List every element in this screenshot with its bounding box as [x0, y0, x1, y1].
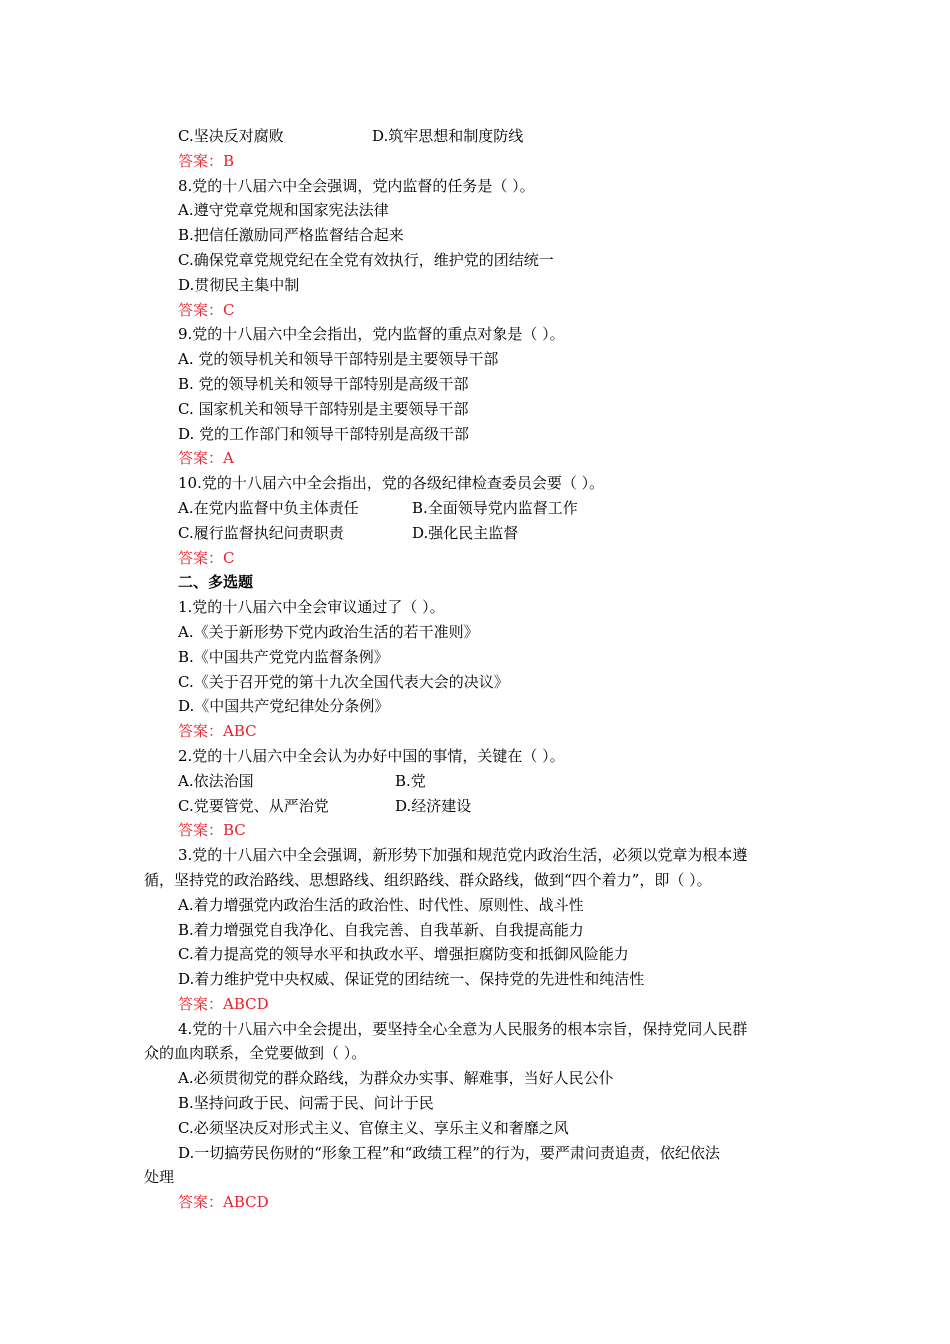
options-row — [144, 496, 816, 521]
option-c: C.确保党章党规党纪在全党有效执行，维护党的团结统一 — [178, 250, 554, 269]
answer-label: 答案：ABCD — [178, 1193, 269, 1212]
option-d: D.筑牢思想和制度防线 — [372, 127, 524, 145]
options-row — [144, 124, 816, 149]
option-a: A.在党内监督中负主体责任 — [178, 498, 359, 517]
option-d: D. 党的工作部门和领导干部特别是高级干部 — [178, 424, 470, 443]
options-row — [144, 794, 816, 819]
multi-question-4-line-1: 4.党的十八届六中全会提出，要坚持全心全意为人民服务的根本宗旨，保持党同人民群 — [178, 1019, 748, 1038]
answer-label: 答案：C — [178, 300, 235, 319]
answer-label: 答案：BC — [178, 821, 246, 840]
option-a: A.《关于新形势下党内政治生活的若干准则》 — [178, 622, 479, 641]
option-b: B. 党的领导机关和领导干部特别是高级干部 — [178, 374, 469, 393]
option-d: D.着力维护党中央权威、保证党的团结统一、保持党的先进性和纯洁性 — [178, 970, 645, 989]
option-b: B.党 — [395, 771, 426, 790]
answer-label: 答案：B — [178, 151, 235, 170]
option-c: C. 国家机关和领导干部特别是主要领导干部 — [178, 399, 469, 418]
option-a: A.依法治国 — [178, 771, 254, 790]
option-c: C.必须坚决反对形式主义、官僚主义、享乐主义和奢靡之风 — [178, 1118, 569, 1137]
multi-question-4-line-2: 众的血肉联系，全党要做到（ ）。 — [144, 1044, 367, 1063]
option-c: C.坚决反对腐败 — [178, 127, 284, 145]
option-d: D.强化民主监督 — [412, 523, 519, 542]
option-c: C.履行监督执纪问责职责 — [178, 523, 344, 542]
answer-label: 答案：ABC — [178, 722, 257, 741]
option-d: D.贯彻民主集中制 — [178, 275, 300, 294]
document-content — [144, 124, 816, 1215]
option-b: B.把信任激励同严格监督结合起来 — [178, 226, 404, 245]
option-a: A.遵守党章党规和国家宪法法律 — [178, 201, 389, 220]
answer-label: 答案：ABCD — [178, 994, 269, 1013]
question-10: 10.党的十八届六中全会指出，党的各级纪律检查委员会要（ ）。 — [178, 474, 605, 493]
question-9: 9.党的十八届六中全会指出，党内监督的重点对象是（ ）。 — [178, 325, 565, 344]
option-d: D.《中国共产党纪律处分条例》 — [178, 697, 390, 716]
multi-question-3-line-2: 循，坚持党的政治路线、思想路线、组织路线、群众路线，做到“四个着力”，即（ ）。 — [144, 870, 712, 889]
option-d: D.经济建设 — [395, 796, 472, 815]
option-c: C.着力提高党的领导水平和执政水平、增强拒腐防变和抵御风险能力 — [178, 945, 629, 964]
option-b: B.着力增强党自我净化、自我完善、自我革新、自我提高能力 — [178, 920, 584, 939]
option-c: C.《关于召开党的第十九次全国代表大会的决议》 — [178, 672, 509, 691]
answer-label: 答案：A — [178, 449, 234, 468]
option-d-line-1: D.一切搞劳民伤财的“形象工程”和“政绩工程”的行为，要严肃问责追责，依纪依法 — [178, 1143, 720, 1162]
option-c: C.党要管党、从严治党 — [178, 796, 329, 815]
option-b: B.《中国共产党党内监督条例》 — [178, 647, 389, 666]
option-d-line-2: 处理 — [144, 1168, 175, 1187]
option-b: B.全面领导党内监督工作 — [412, 498, 578, 517]
option-a: A.必须贯彻党的群众路线，为群众办实事、解难事，当好人民公仆 — [178, 1069, 614, 1088]
options-row — [144, 521, 816, 546]
option-a: A. 党的领导机关和领导干部特别是主要领导干部 — [178, 350, 499, 369]
question-8: 8.党的十八届六中全会强调，党内监督的任务是（ ）。 — [178, 176, 535, 195]
answer-label: 答案：C — [178, 548, 235, 567]
multi-question-1: 1.党的十八届六中全会审议通过了（ ）。 — [178, 598, 445, 617]
option-a: A.着力增强党内政治生活的政治性、时代性、原则性、战斗性 — [178, 895, 584, 914]
section-heading: 二、多选题 — [178, 573, 254, 592]
option-b: B.坚持问政于民、问需于民、问计于民 — [178, 1094, 434, 1113]
multi-question-3-line-1: 3.党的十八届六中全会强调，新形势下加强和规范党内政治生活，必须以党章为根本遵 — [178, 846, 748, 865]
options-row — [144, 769, 816, 794]
multi-question-2: 2.党的十八届六中全会认为办好中国的事情，关键在（ ）。 — [178, 746, 565, 765]
